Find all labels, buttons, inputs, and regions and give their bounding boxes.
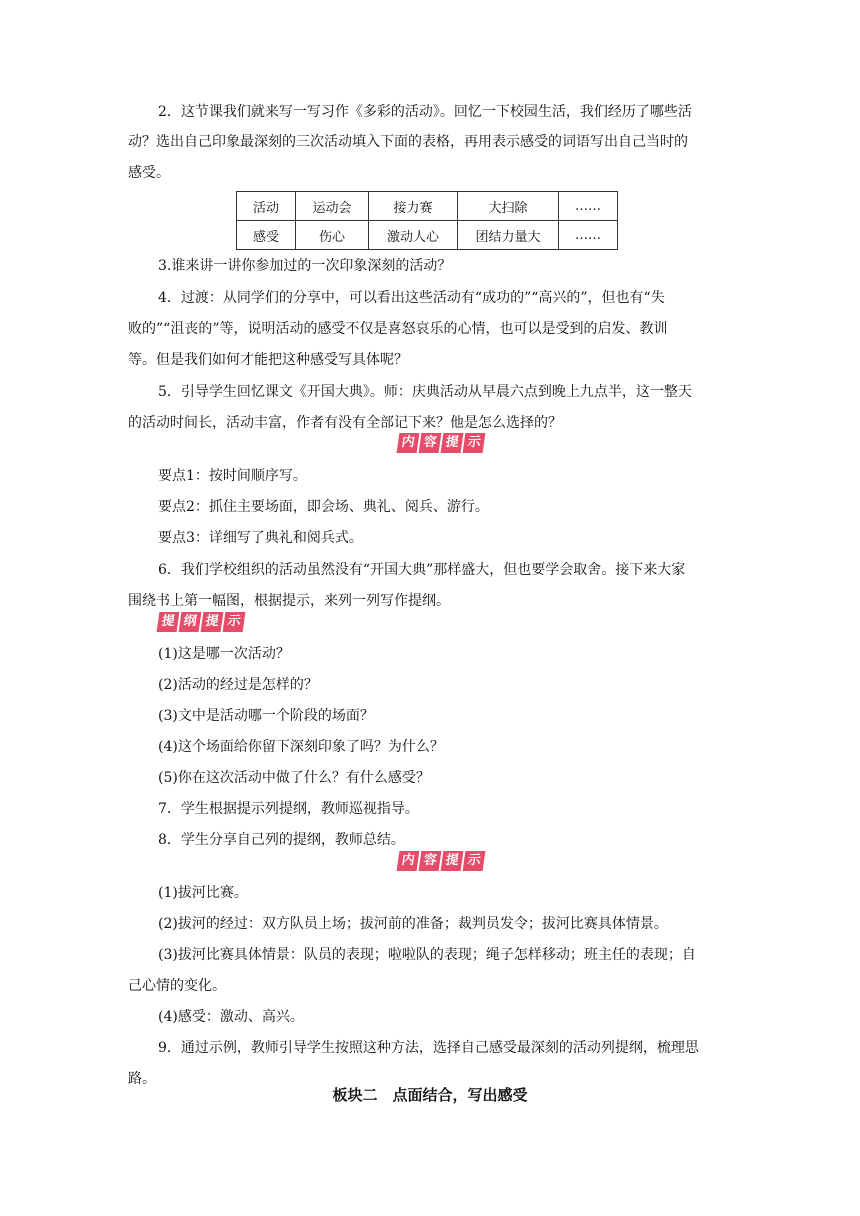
table-cell: 大扫除: [458, 192, 559, 221]
table-cell: 团结力量大: [458, 221, 559, 250]
badge-char: 内: [397, 851, 420, 871]
badge-char: 示: [463, 433, 486, 453]
p9-line2: 路。: [128, 1071, 156, 1087]
table-cell: 接力赛: [369, 192, 458, 221]
table-cell: 活动: [237, 192, 296, 221]
question-3: (3)文中是活动哪一个阶段的场面？: [158, 708, 374, 724]
outline-3a: (3)拔河比赛具体情景：队员的表现；啦啦队的表现；绳子怎样移动；班主任的表现；自: [158, 947, 696, 963]
outline-2: (2)拔河的经过：双方队员上场；拔河前的准备；裁判员发令；拔河比赛具体情景。: [158, 916, 668, 932]
content-tip-badge: [398, 433, 484, 453]
p2-line2: 动？选出自己印象最深刻的三次活动填入下面的表格，再用表示感受的词语写出自己当时的: [128, 134, 688, 150]
activity-table: [236, 191, 618, 250]
p5-line1: 5．引导学生回忆课文《开国大典》。师：庆典活动从早晨六点到晚上九点半，这一整天: [158, 384, 692, 400]
p5-line2: 的活动时间长，活动丰富，作者有没有全部记下来？他是怎么选择的？: [128, 415, 562, 431]
p9-line1: 9．通过示例，教师引导学生按照这种方法，选择自己感受最深刻的活动列提纲，梳理思: [158, 1040, 699, 1056]
point-2: 要点2：抓住主要场面，即会场、典礼、阅兵、游行。: [158, 499, 489, 515]
outline-tip-badge: [158, 612, 244, 632]
p3: 3.谁来讲一讲你参加过的一次印象深刻的活动？: [158, 258, 452, 274]
p4-line2: 败的”“沮丧的”等，说明活动的感受不仅是喜怒哀乐的心情，也可以是受到的启发、教训: [128, 321, 668, 337]
badge-char: 提: [157, 612, 180, 632]
badge-char: 提: [441, 433, 464, 453]
p4-line1: 4．过渡：从同学们的分享中，可以看出这些活动有“成功的”“高兴的”，但也有“失: [158, 290, 665, 306]
question-5: (5)你在这次活动中做了什么？有什么感受？: [158, 770, 430, 786]
section-heading: 板块二 点面结合，写出感受: [332, 1086, 528, 1104]
p6-line2: 围绕书上第一幅图，根据提示，来列一列写作提纲。: [128, 593, 450, 609]
point-1: 要点1：按时间顺序写。: [158, 468, 307, 484]
p4-line3: 等。但是我们如何才能把这种感受写具体呢？: [128, 352, 408, 368]
badge-char: 提: [441, 851, 464, 871]
badge-char: 内: [397, 433, 420, 453]
badge-char: 示: [223, 612, 246, 632]
table-row: [237, 192, 618, 221]
p6-line1: 6．我们学校组织的活动虽然没有“开国大典”那样盛大，但也要学会取舍。接下来大家: [158, 562, 686, 578]
p7: 7．学生根据提示列提纲，教师巡视指导。: [158, 801, 419, 817]
question-2: (2)活动的经过是怎样的？: [158, 677, 318, 693]
content-tip-badge-2: [398, 851, 484, 871]
outline-3b: 己心情的变化。: [128, 978, 226, 994]
badge-char: 容: [419, 433, 442, 453]
point-3: 要点3：详细写了典礼和阅兵式。: [158, 530, 363, 546]
outline-4: (4)感受：激动、高兴。: [158, 1009, 304, 1025]
badge-char: 示: [463, 851, 486, 871]
table-cell: ……: [559, 221, 618, 250]
p8: 8．学生分享自己列的提纲，教师总结。: [158, 832, 405, 848]
badge-char: 纲: [179, 612, 202, 632]
outline-1: (1)拔河比赛。: [158, 885, 248, 901]
badge-char: 容: [419, 851, 442, 871]
question-1: (1)这是哪一次活动？: [158, 646, 290, 662]
table-cell: ……: [559, 192, 618, 221]
table-cell: 激动人心: [369, 221, 458, 250]
table-cell: 感受: [237, 221, 296, 250]
p2-line3: 感受。: [128, 165, 170, 181]
p2-line1: 2．这节课我们就来写一写习作《多彩的活动》。回忆一下校园生活，我们经历了哪些活: [158, 104, 692, 120]
table-cell: 运动会: [296, 192, 369, 221]
table-cell: 伤心: [296, 221, 369, 250]
badge-char: 提: [201, 612, 224, 632]
question-4: (4)这个场面给你留下深刻印象了吗？为什么？: [158, 739, 444, 755]
table-row: [237, 221, 618, 250]
